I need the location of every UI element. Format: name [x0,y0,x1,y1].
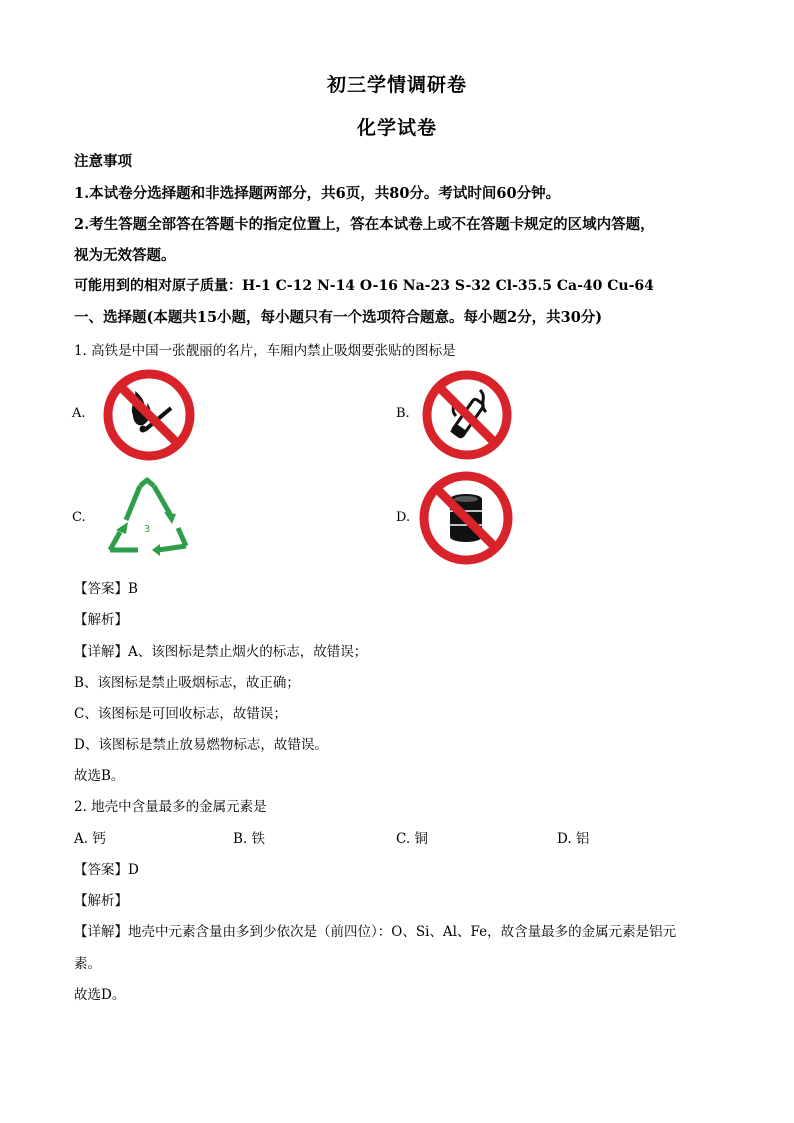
page-subtitle: 化学试卷 [356,117,437,139]
question-2-detail-line-1: 【详解】地壳中元素含量由多到少依次是（前四位）：O、Si、Al、Fe，故含量最多的金属元素是铝元 [74,924,677,940]
question-1-analysis-heading: 【解析】 [74,612,128,628]
question-2-analysis-heading: 【解析】 [74,893,128,909]
option-c-label: C. [72,510,86,525]
notice-item-2-line-2: 视为无效答题。 [74,247,176,264]
notice-item-2-line-1: 2.考生答题全部答在答题卡的指定位置上，答在本试卷上或不在答题卡规定的区域内答题， [74,216,655,233]
question-2-choice-c: C. 铜 [396,831,428,847]
notice-heading: 注意事项 [74,153,132,170]
question-2-conclusion: 故选D。 [74,987,126,1003]
question-1-stem: 1. 高铁是中国一张靓丽的名片，车厢内禁止吸烟要张贴的图标是 [74,343,456,359]
no-flammables-sign-icon [419,471,513,565]
no-smoking-sign-icon [422,370,512,460]
question-1-conclusion: 故选B。 [74,768,125,784]
recycle-number: 3 [143,524,151,535]
question-2-answer: 【答案】D [74,862,139,878]
no-fire-sign-icon [103,369,195,461]
question-2-choice-d: D. 铝 [557,831,590,847]
option-d-label: D. [396,510,411,525]
question-1-detail-1: 【详解】A、该图标是禁止烟火的标志，故错误； [74,644,368,660]
question-1-detail-2: B、该图标是禁止吸烟标志，故正确； [74,675,300,691]
recycle-sign-icon [102,476,192,558]
option-a-label: A. [72,406,86,421]
question-2-choice-a: A. 钙 [74,831,106,847]
question-1-detail-4: D、该图标是禁止放易燃物标志，故错误。 [74,737,328,753]
question-1-detail-3: C、该图标是可回收标志，故错误； [74,706,287,722]
question-2-stem: 2. 地壳中含量最多的金属元素是 [74,799,267,815]
question-2-choice-b: B. 铁 [233,831,266,847]
notice-item-1: 1.本试卷分选择题和非选择题两部分，共6页，共80分。考试时间60分钟。 [74,185,561,202]
section-1-heading: 一、选择题(本题共15小题，每小题只有一个选项符合题意。每小题2分，共30分) [74,309,603,326]
option-b-label: B. [396,406,410,421]
page-title: 初三学情调研卷 [326,74,467,96]
atomic-masses: 可能用到的相对原子质量：H-1 C-12 N-14 O-16 Na-23 S-32 Cl-35.5 Ca-40 Cu-64 [74,278,654,294]
question-1-answer: 【答案】B [74,581,138,597]
question-2-detail-line-2: 素。 [74,956,101,972]
